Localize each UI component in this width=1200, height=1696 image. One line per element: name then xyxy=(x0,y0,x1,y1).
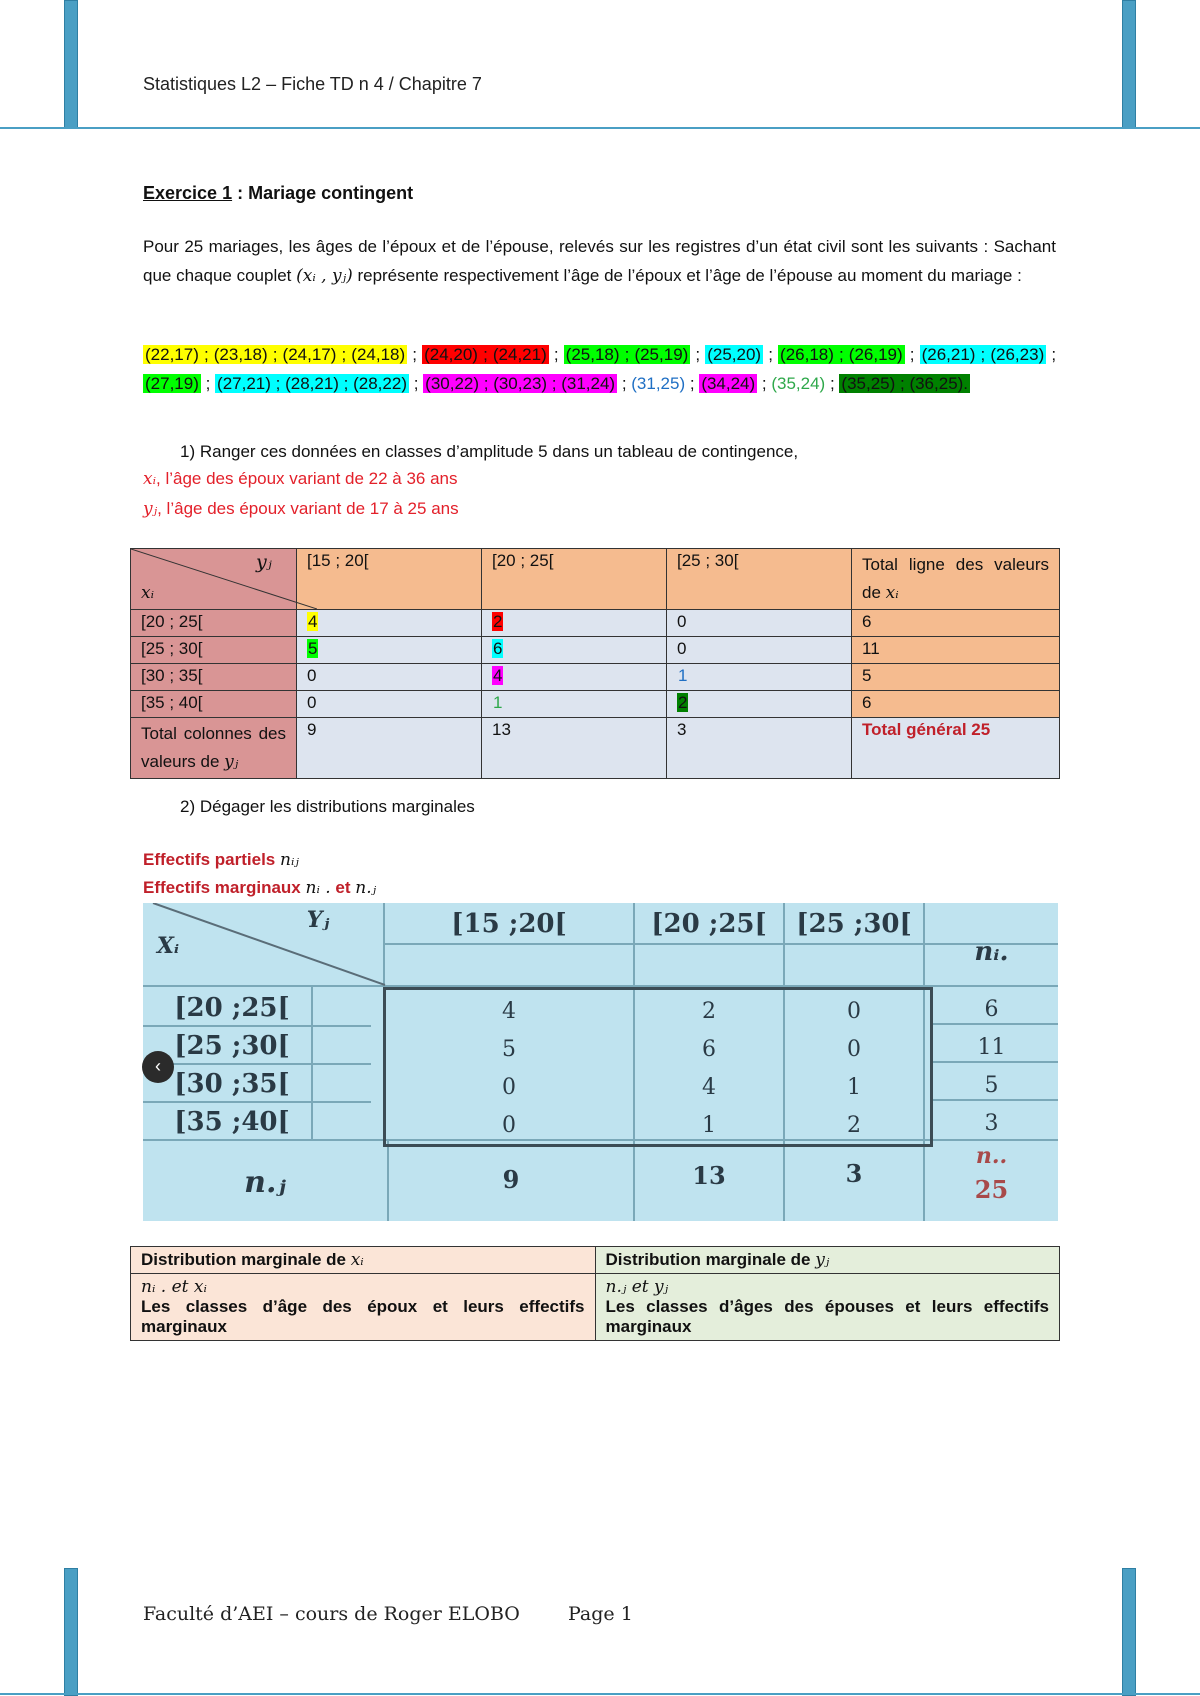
photo-col-header-2: [20 ;25[ xyxy=(651,909,767,939)
couples-separator: (31,25) xyxy=(631,374,686,393)
photo-cell: 4 xyxy=(502,999,516,1024)
grid-line xyxy=(143,1063,371,1065)
couples-separator: ; xyxy=(548,345,564,364)
cell-4-2 xyxy=(482,691,667,718)
corner-y: yⱼ xyxy=(256,551,272,573)
question-2: 2) Dégager les distributions marginales xyxy=(180,797,475,816)
col-total-2: 13 xyxy=(482,718,667,779)
cell-2-1 xyxy=(297,637,482,664)
col-total-3: 3 xyxy=(667,718,852,779)
photo-cell: 0 xyxy=(847,1037,861,1062)
couples-separator: ; xyxy=(408,374,424,393)
md-left-var: nᵢ . et xᵢ xyxy=(141,1277,207,1297)
photo-nj-label: n.ⱼ xyxy=(244,1165,286,1200)
photo-cell: 6 xyxy=(702,1037,716,1062)
row-label-4: [35 ; 40[ xyxy=(131,691,297,718)
photo-row-label: [30 ;35[ xyxy=(174,1069,290,1099)
row-label-3: [30 ; 35[ xyxy=(131,664,297,691)
intro-line-2a: Sachant que chaque couplet xyxy=(143,237,1056,285)
row-total-3: 5 xyxy=(852,664,1060,691)
photo-nj-2: 13 xyxy=(692,1161,726,1190)
md-left-head xyxy=(131,1247,596,1274)
footer-rule xyxy=(0,1693,1200,1695)
md-right-desc: Les classes d’âges des épouses et leurs effectifs marginaux xyxy=(605,1297,1049,1336)
highlighted-couples: (22,17) ; (23,18) ; (24,17) ; (24,18) xyxy=(145,345,406,364)
couples-list xyxy=(143,340,1056,398)
couples-separator: ; xyxy=(617,374,632,393)
cell-2-3: 0 xyxy=(667,637,852,664)
grid-line xyxy=(143,1101,371,1103)
cell-value: 1 xyxy=(678,666,688,685)
md-right-body xyxy=(595,1274,1060,1341)
photo-ni-value: 6 xyxy=(984,997,999,1022)
cell-3-3 xyxy=(667,664,852,691)
md-left-body xyxy=(131,1274,596,1341)
xi-definition xyxy=(143,469,458,489)
question-1: 1) Ranger ces données en classes d’amplitude 5 dans un tableau de contingence, xyxy=(180,442,799,461)
highlighted-couples: (25,20) xyxy=(707,345,762,364)
xi-text: , l’âge des époux variant de 22 à 36 ans xyxy=(156,469,458,488)
row-label-2: [25 ; 30[ xyxy=(131,637,297,664)
photo-cell: 0 xyxy=(502,1113,516,1138)
effectifs-partiels-var: nᵢⱼ xyxy=(280,850,299,870)
row-total-4: 6 xyxy=(852,691,1060,718)
corner-cell xyxy=(131,549,297,610)
corner-diagonal xyxy=(131,549,317,609)
photo-nj-1: 9 xyxy=(502,1165,520,1194)
cell-3-1: 0 xyxy=(297,664,482,691)
photo-corner-x: Xᵢ xyxy=(156,933,180,959)
photo-nj-3: 3 xyxy=(845,1159,863,1188)
grand-total: Total général 25 xyxy=(852,718,1060,779)
photo-row-label: [20 ;25[ xyxy=(174,993,290,1023)
photo-ni-header: nᵢ. xyxy=(974,937,1009,967)
md-right-head-var: yⱼ xyxy=(815,1250,830,1270)
intro-line-1: Pour 25 mariages, les âges de l’époux et de l’épouse, relevés sur les registres d’un état civil sont les suivants : xyxy=(143,237,989,256)
photo-cell: 1 xyxy=(847,1075,861,1100)
total-col-label xyxy=(131,718,297,779)
couples-separator: ; xyxy=(200,374,216,393)
exercise-label: Exercice 1 xyxy=(143,183,233,203)
effectifs-marginaux-text: Effectifs marginaux xyxy=(143,878,306,897)
yj-definition xyxy=(143,499,459,519)
couples-separator: (35,24) xyxy=(771,374,826,393)
photo-cell: 2 xyxy=(847,1113,861,1138)
col-header-3: [25 ; 30[ xyxy=(667,549,852,610)
photo-n-total-label: n.. xyxy=(975,1143,1008,1169)
footer-left-bar xyxy=(64,1568,78,1696)
carousel-prev-button[interactable]: ‹ xyxy=(142,1051,174,1083)
cell-1-2 xyxy=(482,610,667,637)
contingency-table xyxy=(130,548,1060,779)
highlighted-couples: (27,19) xyxy=(145,374,199,393)
md-left-head-var: xᵢ xyxy=(350,1250,364,1270)
yj-text: , l’âge des époux variant de 17 à 25 ans xyxy=(157,499,459,518)
total-col-label-text: Total colonnes des valeurs de xyxy=(141,724,286,771)
grid-line xyxy=(311,987,313,1139)
exercise-title-text: : Mariage contingent xyxy=(232,183,414,203)
cell-value: 4 xyxy=(493,666,503,685)
col-header-1: [15 ; 20[ xyxy=(297,549,482,610)
cell-value: 2 xyxy=(493,612,503,631)
header-right-bar xyxy=(1122,0,1136,128)
photo-cell: 2 xyxy=(702,999,716,1024)
couples-separator: ; xyxy=(825,374,840,393)
md-left-desc: Les classes d’âge des époux et leurs effectifs marginaux xyxy=(141,1297,585,1336)
photo-ni-value: 5 xyxy=(984,1073,999,1098)
grid-line xyxy=(933,1061,1058,1063)
total-col-label-var: yⱼ xyxy=(224,752,239,772)
grid-line xyxy=(143,1025,371,1027)
couples-separator: ; xyxy=(407,345,423,364)
effectifs-marginaux-mid: et xyxy=(330,878,356,897)
couplet-formula: (xᵢ , yⱼ) xyxy=(296,266,353,286)
intro-line-2b: représente respectivement l’âge de l’époux et l’âge de l’épouse au moment du mariage : xyxy=(357,266,1022,285)
photo-cell: 1 xyxy=(702,1113,716,1138)
highlighted-couples: (24,20) ; (24,21) xyxy=(424,345,547,364)
highlighted-couples: (30,22) ; (30,23) ; (31,24) xyxy=(425,374,616,393)
page-number: Page 1 xyxy=(568,1603,633,1625)
couples-separator: ; xyxy=(685,374,700,393)
highlighted-couples: (35,25) ; (36,25). xyxy=(841,374,969,393)
col-total-1: 9 xyxy=(297,718,482,779)
cell-4-1: 0 xyxy=(297,691,482,718)
photo-cell: 5 xyxy=(502,1037,516,1062)
total-row-header xyxy=(852,549,1060,610)
cell-value: 6 xyxy=(493,639,503,658)
photo-col-header-3: [25 ;30[ xyxy=(796,909,912,939)
xi-var: xᵢ xyxy=(143,469,157,489)
highlighted-couples: (25,18) ; (25,19) xyxy=(565,345,689,364)
corner-x: xᵢ xyxy=(141,583,155,603)
effectifs-marginaux-var2: n.ⱼ xyxy=(355,878,377,898)
effectifs-marginaux xyxy=(143,878,376,898)
row-label-1: [20 ; 25[ xyxy=(131,610,297,637)
md-right-head-text: Distribution marginale de xyxy=(605,1250,816,1269)
cell-1-3: 0 xyxy=(667,610,852,637)
couples-separator: ; xyxy=(904,345,920,364)
cell-value: 4 xyxy=(308,612,318,631)
photo-cell: 0 xyxy=(502,1075,516,1100)
total-row-header-var: xᵢ xyxy=(885,583,899,603)
highlighted-couples: (27,21) ; (28,21) ; (28,22) xyxy=(217,374,407,393)
yj-var: yⱼ xyxy=(143,499,158,519)
cell-4-3 xyxy=(667,691,852,718)
total-row-header-text: Total ligne des valeurs de xyxy=(862,555,1049,602)
highlighted-couples: (26,21) ; (26,23) xyxy=(921,345,1045,364)
cell-3-2 xyxy=(482,664,667,691)
marginal-distribution-table xyxy=(130,1246,1060,1341)
photo-corner-y: Yⱼ xyxy=(306,907,330,933)
photo-ni-value: 11 xyxy=(977,1035,1006,1060)
header-left-bar xyxy=(64,0,78,128)
header-rule xyxy=(0,127,1200,129)
photo-cell: 4 xyxy=(702,1075,716,1100)
cell-2-2 xyxy=(482,637,667,664)
cell-value: 5 xyxy=(308,639,318,658)
highlighted-couples: (34,24) xyxy=(701,374,756,393)
cell-value: 1 xyxy=(493,693,503,712)
photo-row-label: [25 ;30[ xyxy=(174,1031,290,1061)
md-right-var: n.ⱼ et yⱼ xyxy=(605,1277,669,1297)
col-header-2: [20 ; 25[ xyxy=(482,549,667,610)
photo-ni-value: 3 xyxy=(984,1111,999,1136)
page-header: Statistiques L2 – Fiche TD n 4 / Chapitre 7 xyxy=(143,74,482,94)
footer-right-bar xyxy=(1122,1568,1136,1696)
grid-line xyxy=(933,1023,1058,1025)
row-total-1: 6 xyxy=(852,610,1060,637)
effectifs-marginaux-var1: nᵢ . xyxy=(305,878,331,898)
couples-separator: ; xyxy=(1046,345,1057,364)
couples-separator: ; xyxy=(757,374,772,393)
page-footer: Faculté d’AEI – cours de Roger ELOBO xyxy=(143,1603,520,1625)
photo-marginal-table xyxy=(143,903,1058,1221)
photo-cell: 0 xyxy=(847,999,861,1024)
photo-n-total: 25 xyxy=(974,1175,1009,1204)
couples-separator: ; xyxy=(763,345,779,364)
couples-separator: ; xyxy=(690,345,706,364)
md-left-head-text: Distribution marginale de xyxy=(141,1250,351,1269)
cell-1-1 xyxy=(297,610,482,637)
md-right-head xyxy=(595,1247,1060,1274)
effectifs-partiels xyxy=(143,850,299,870)
exercise-title xyxy=(143,183,413,204)
cell-value: 2 xyxy=(678,693,688,712)
intro-paragraph xyxy=(143,232,1056,291)
highlighted-couples: (26,18) ; (26,19) xyxy=(780,345,903,364)
photo-col-header-1: [15 ;20[ xyxy=(451,909,567,939)
row-total-2: 11 xyxy=(852,637,1060,664)
grid-line xyxy=(933,1099,1058,1101)
effectifs-partiels-text: Effectifs partiels xyxy=(143,850,280,869)
photo-row-label: [35 ;40[ xyxy=(174,1107,290,1137)
